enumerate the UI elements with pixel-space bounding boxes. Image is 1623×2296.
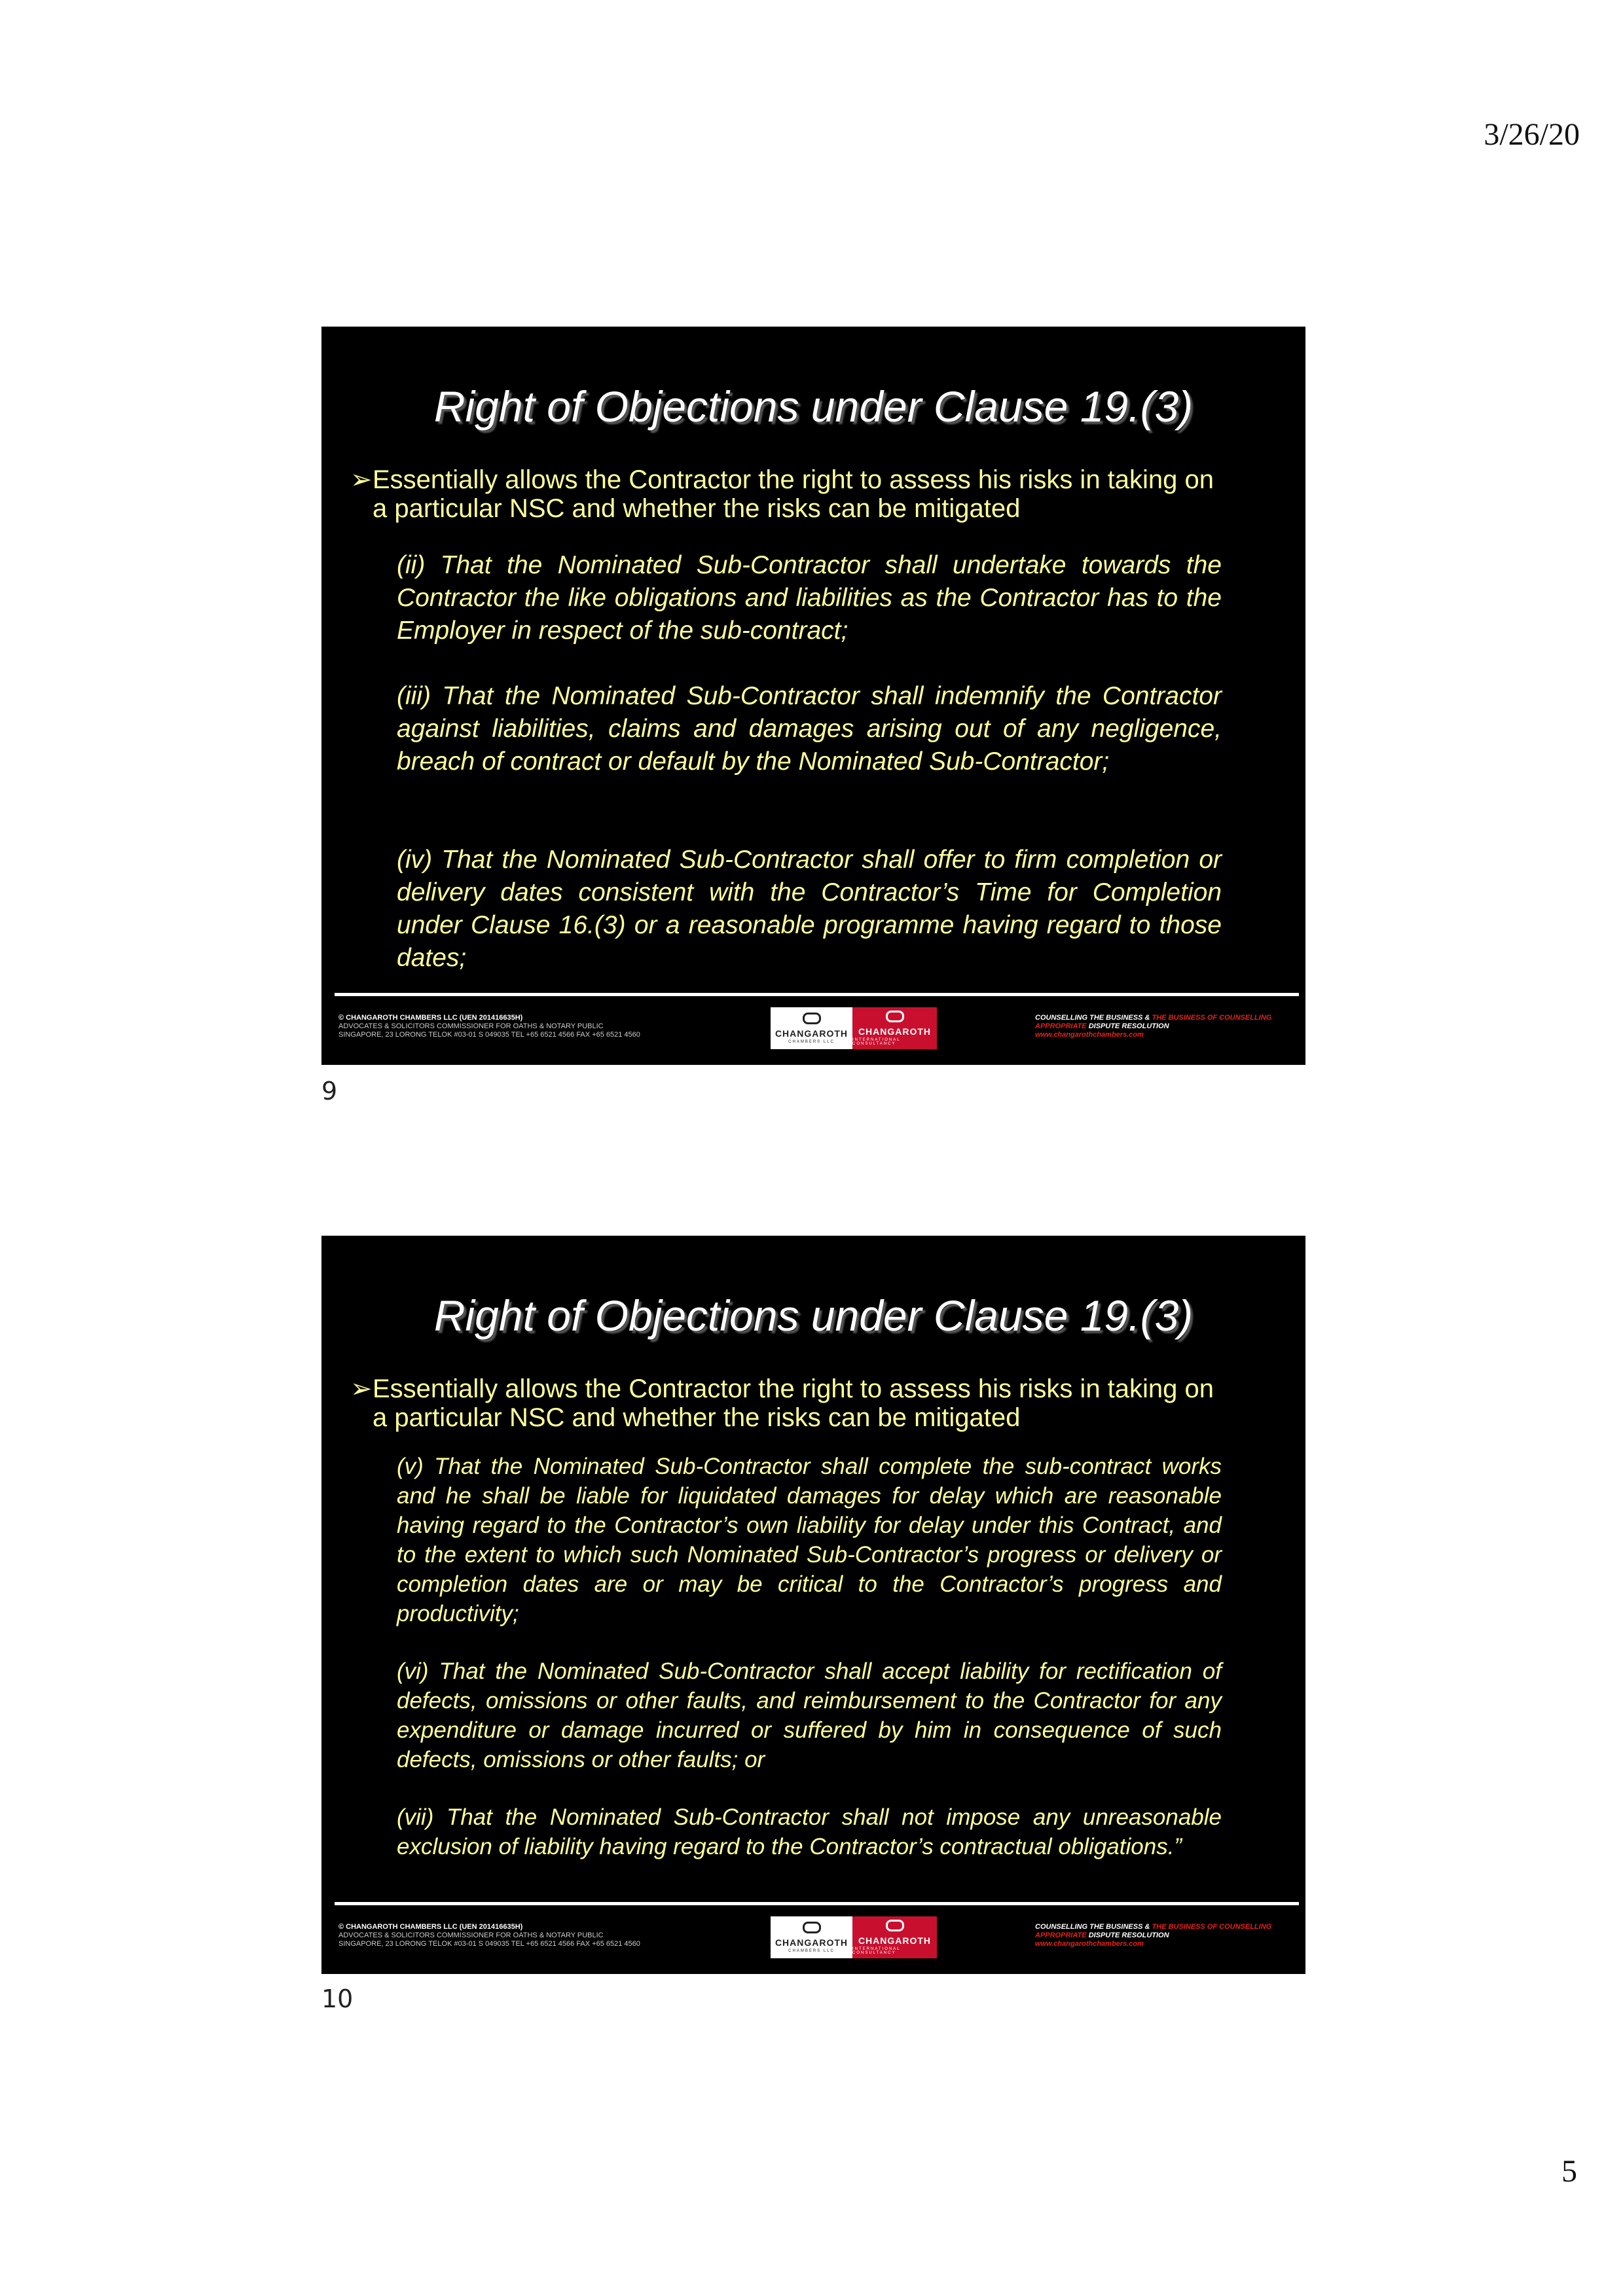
slide-number-label: 10: [321, 1984, 354, 2013]
footer-website: www.changarothchambers.com: [1035, 1031, 1144, 1039]
slide-9: [321, 327, 1305, 1065]
footer-line-2: ADVOCATES & SOLICITORS COMMISSIONER FOR OATHS & NOTARY PUBLIC: [338, 1931, 604, 1939]
logo-mark-icon: [886, 1011, 904, 1022]
clause-iv: (iv) That the Nominated Sub-Contractor shall offer to firm completion or delivery dates consistent with the Contractor’s Time for Completion under Clause 16.(3) or a reasonable programme having regard to those dates;: [397, 846, 1222, 972]
bullet-point: [350, 465, 1267, 523]
bullet-line-2: a particular NSC and whether the risks can be mitigated: [373, 494, 1021, 523]
bullet-line-1: Essentially allows the Contractor the right to assess his risks in taking on: [373, 1374, 1214, 1403]
clause-v: (v) That the Nominated Sub-Contractor shall complete the sub-contract works and he shall be liable for liquidated damages for delay which are reasonable having regard to the Contractor’s own liability for delay under this Contract, and to the extent to which such Nominated Sub-Contractor’s progress or delivery or completion dates are or may be critical to the Contractor’s progress and productivity;: [397, 1454, 1222, 1626]
footer-firm-info: [338, 1014, 797, 1039]
footer-copyright: © CHANGAROTH CHAMBERS LLC (UEN 201416635H): [338, 1923, 523, 1931]
slide-title: Right of Objections under Clause 19.(3): [433, 382, 1194, 431]
logo-mark-icon: [803, 1013, 821, 1024]
changaroth-logo: CHANGAROTH CHAMBERS LLC CHANGAROTH INTERNATIONAL CONSULTANCY: [771, 1916, 937, 1958]
page-date: 3/26/20: [1484, 117, 1580, 152]
arrow-bullet-icon: ➢: [350, 1374, 373, 1403]
slide-10: [321, 1236, 1305, 1974]
footer-firm-info: [338, 1923, 797, 1948]
arrow-bullet-icon: ➢: [350, 465, 373, 494]
footer-copyright: © CHANGAROTH CHAMBERS LLC (UEN 201416635H): [338, 1014, 523, 1022]
bullet-point: [350, 1374, 1267, 1432]
footer-website: www.changarothchambers.com: [1035, 1940, 1144, 1948]
bullet-line-2: a particular NSC and whether the risks can be mitigated: [373, 1403, 1021, 1432]
slide-number-label: 9: [321, 1077, 338, 1105]
footer-tagline: COUNSELLING THE BUSINESS & THE BUSINESS OF COUNSELLING APPROPRIATE DISPUTE RESOLUTION www.changarothchambers.com: [1035, 1923, 1297, 1948]
footer-divider: [335, 993, 1299, 996]
clause-vi: (vi) That the Nominated Sub-Contractor shall accept liability for rectification of defects, omissions or other faults, and reimbursement to the Contractor for any expenditure or damage incurred or suffered by him in consequence of such defects, omissions or other faults; or: [397, 1659, 1222, 1772]
footer-address: SINGAPORE, 23 LORONG TELOK #03-01 S 049035 TEL +65 6521 4566 FAX +65 6521 4560: [338, 1031, 640, 1039]
page-number: 5: [1561, 2154, 1577, 2189]
clause-vii: (vii) That the Nominated Sub-Contractor shall not impose any unreasonable exclusion of liability having regard to the Contractor’s contractual obligations.”: [397, 1804, 1222, 1859]
bullet-line-1: Essentially allows the Contractor the right to assess his risks in taking on: [373, 465, 1214, 494]
footer-tagline: COUNSELLING THE BUSINESS & THE BUSINESS OF COUNSELLING APPROPRIATE DISPUTE RESOLUTION www.changarothchambers.com: [1035, 1014, 1297, 1039]
clause-ii: (ii) That the Nominated Sub-Contractor shall undertake towards the Contractor the like obligations and liabilities as the Contractor has to the Employer in respect of the sub-contract;: [397, 551, 1222, 645]
changaroth-logo: CHANGAROTH CHAMBERS LLC CHANGAROTH INTERNATIONAL CONSULTANCY: [771, 1007, 937, 1049]
footer-address: SINGAPORE, 23 LORONG TELOK #03-01 S 049035 TEL +65 6521 4566 FAX +65 6521 4560: [338, 1940, 640, 1948]
footer-divider: [335, 1902, 1299, 1905]
clause-iii: (iii) That the Nominated Sub-Contractor shall indemnify the Contractor against liabilities, claims and damages arising out of any negligence, breach of contract or default by the Nominated Sub-Contractor;: [397, 682, 1222, 776]
logo-mark-icon: [886, 1920, 904, 1931]
slide-title: Right of Objections under Clause 19.(3): [433, 1291, 1194, 1340]
footer-line-2: ADVOCATES & SOLICITORS COMMISSIONER FOR OATHS & NOTARY PUBLIC: [338, 1022, 604, 1030]
logo-mark-icon: [803, 1922, 821, 1933]
